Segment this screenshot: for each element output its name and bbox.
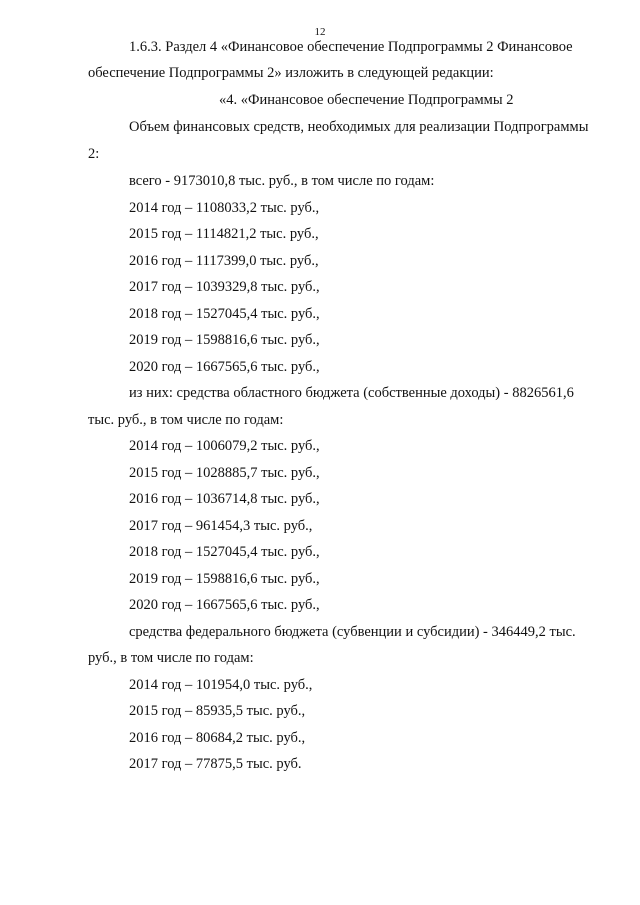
federal-year-2014: 2014 год – 101954,0 тыс. руб., — [129, 677, 313, 693]
regional-year-2015: 2015 год – 1028885,7 тыс. руб., — [129, 465, 320, 481]
total-year-2018: 2018 год – 1527045,4 тыс. руб., — [129, 306, 320, 322]
federal-line-2: руб., в том числе по годам: — [88, 650, 254, 666]
regional-year-2020: 2020 год – 1667565,6 тыс. руб., — [129, 597, 320, 613]
regional-year-2016: 2016 год – 1036714,8 тыс. руб., — [129, 491, 320, 507]
federal-year-2017: 2017 год – 77875,5 тыс. руб. — [129, 756, 302, 772]
intro-line-1: 1.6.3. Раздел 4 «Финансовое обеспечение Подпрограммы 2 Финансовое — [129, 39, 573, 55]
federal-line-1: средства федерального бюджета (субвенции и субсидии) - 346449,2 тыс. — [129, 624, 576, 640]
total-year-2016: 2016 год – 1117399,0 тыс. руб., — [129, 253, 319, 269]
regional-year-2017: 2017 год – 961454,3 тыс. руб., — [129, 518, 313, 534]
regional-year-2014: 2014 год – 1006079,2 тыс. руб., — [129, 438, 320, 454]
total-year-2014: 2014 год – 1108033,2 тыс. руб., — [129, 200, 320, 216]
total-year-2020: 2020 год – 1667565,6 тыс. руб., — [129, 359, 320, 375]
regional-year-2018: 2018 год – 1527045,4 тыс. руб., — [129, 544, 320, 560]
volume-line-2: 2: — [88, 146, 100, 162]
page-number: 12 — [314, 26, 326, 38]
total-year-2017: 2017 год – 1039329,8 тыс. руб., — [129, 279, 320, 295]
regional-line-2: тыс. руб., в том числе по годам: — [88, 412, 284, 428]
total-label: всего - 9173010,8 тыс. руб., в том числе по годам: — [129, 173, 435, 189]
regional-year-2019: 2019 год – 1598816,6 тыс. руб., — [129, 571, 320, 587]
section-heading: «4. «Финансовое обеспечение Подпрограммы 2 — [219, 92, 514, 108]
intro-line-2: обеспечение Подпрограммы 2» изложить в следующей редакции: — [88, 65, 494, 81]
total-year-2019: 2019 год – 1598816,6 тыс. руб., — [129, 332, 320, 348]
regional-line-1: из них: средства областного бюджета (собственные доходы) - 8826561,6 — [129, 385, 574, 401]
volume-line-1: Объем финансовых средств, необходимых для реализации Подпрограммы — [129, 119, 589, 135]
federal-year-2015: 2015 год – 85935,5 тыс. руб., — [129, 703, 306, 719]
federal-year-2016: 2016 год – 80684,2 тыс. руб., — [129, 730, 306, 746]
total-year-2015: 2015 год – 1114821,2 тыс. руб., — [129, 226, 319, 242]
